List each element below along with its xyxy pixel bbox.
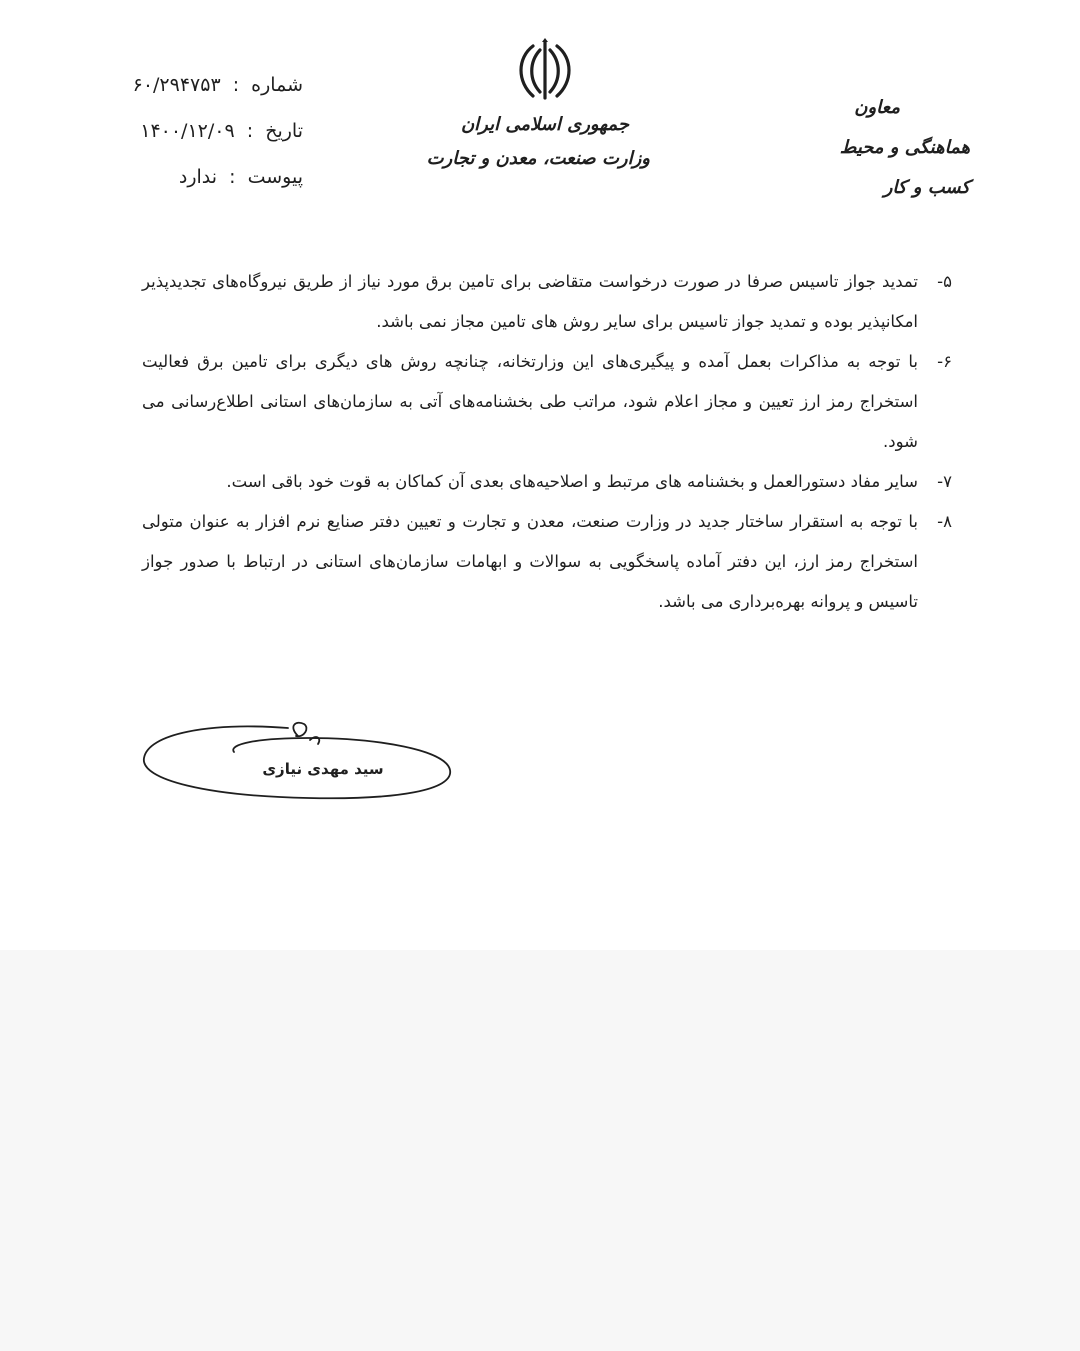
government-header — [426, 38, 650, 176]
signatory-name: سید مهدی نیازی — [262, 760, 384, 778]
date-label: تاریخ — [265, 120, 303, 142]
attachment-value: ندارد — [178, 166, 218, 188]
attachment-label: پیوست — [247, 166, 303, 188]
letter-meta — [98, 62, 303, 200]
letter-number-row — [98, 62, 303, 108]
department-title — [800, 88, 970, 208]
number-value: ۶۰/۲۹۴۷۵۳ — [132, 74, 221, 96]
number-separator: : — [232, 74, 240, 96]
item-text: سایر مفاد دستورالعمل و بخشنامه های مرتبط و اصلاحیه‌های بعدی آن کماکان به قوت خود باقی است. — [226, 472, 918, 491]
signature-block — [138, 714, 458, 814]
list-item — [142, 342, 952, 462]
deputy-label: معاون — [854, 97, 900, 118]
government-name: جمهوری اسلامی ایران — [460, 114, 630, 135]
item-text: با توجه به مذاکرات بعمل آمده و پیگیری‌های این وزارتخانه، چنانچه روش های دیگری برای تامین برق فعالیت استخراج رمز ارز تعیین و مجاز اعلام شود، مراتب طی بخشنامه‌های آتی به سازمان‌های استانی اطلاع‌رسانی می شود. — [142, 352, 918, 451]
item-text: تمدید جواز تاسیس صرفا در صورت درخواست متقاضی برای تامین برق مورد نیاز از طریق نیروگاه‌های تجدیدپذیر امکانپذیر بوده و تمدید جواز تاسیس برای سایر روش های تامین مجاز نمی باشد. — [142, 272, 918, 331]
item-text: با توجه به استقرار ساختار جدید در وزارت صنعت، معدن و تجارت و تعیین دفتر صنایع نرم افزار به عنوان متولی استخراج رمز ارز، این دفتر آماده پاسخگویی به سوالات و ابهامات سازمان‌های استانی در ارتباط با صدور جواز تاسیس و پروانه بهره‌برداری می باشد. — [142, 512, 918, 611]
department-name: هماهنگی و محیط کسب و کار — [839, 137, 970, 198]
item-number: ۸- — [937, 512, 952, 531]
number-label: شماره — [251, 74, 303, 96]
iran-emblem-icon — [513, 38, 577, 104]
date-separator: : — [246, 120, 254, 142]
date-value: ۱۴۰۰/۱۲/۰۹ — [140, 120, 235, 142]
letter-body — [142, 262, 952, 622]
list-item — [142, 462, 952, 502]
ministry-name: وزارت صنعت، معدن و تجارت — [426, 148, 650, 169]
list-item — [142, 262, 952, 342]
item-number: ۵- — [937, 272, 952, 291]
letter-attachment-row — [98, 154, 303, 200]
attachment-separator: : — [229, 166, 236, 188]
list-item — [142, 502, 952, 622]
item-number: ۶- — [937, 352, 952, 371]
letter-date-row — [98, 108, 303, 154]
item-number: ۷- — [937, 472, 952, 491]
